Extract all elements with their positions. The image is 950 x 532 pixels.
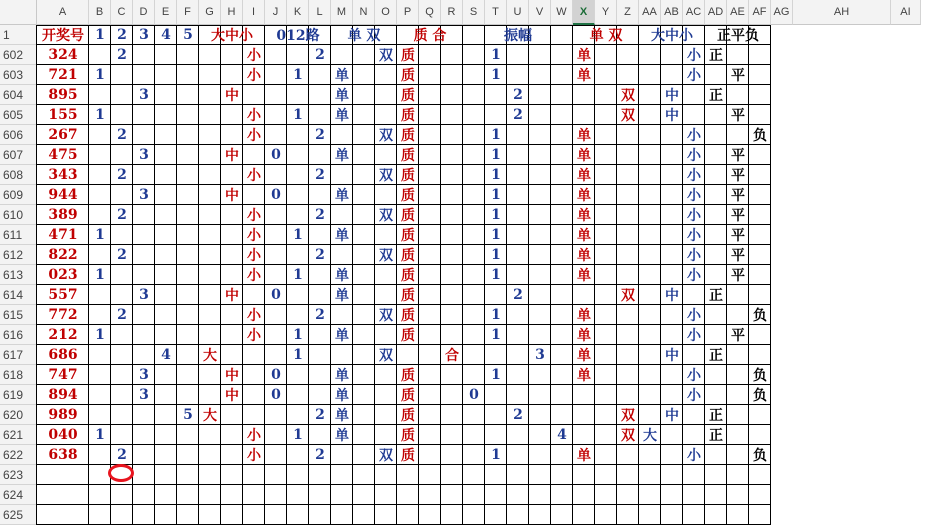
column-header-f[interactable]: F: [177, 0, 199, 25]
cell-a-618[interactable]: 747: [48, 367, 78, 383]
cell-t-611[interactable]: 1: [491, 227, 501, 243]
row-header-611[interactable]: 611: [0, 225, 37, 245]
grid-vline: [198, 25, 199, 525]
column-header-i[interactable]: I: [243, 0, 265, 25]
cell-o-606[interactable]: 双: [379, 128, 393, 144]
cell-af-622[interactable]: 负: [753, 448, 767, 464]
cell-c-606[interactable]: 2: [117, 127, 127, 143]
cell-ac-611[interactable]: 小: [687, 228, 701, 244]
cell-w-621[interactable]: 4: [557, 427, 567, 443]
cell-k-616[interactable]: 1: [293, 327, 303, 343]
column-header-ad[interactable]: AD: [705, 0, 727, 25]
cell-ac-602[interactable]: 小: [687, 48, 701, 64]
column-header-ah[interactable]: AH: [793, 0, 891, 25]
cell-ac-612[interactable]: 小: [687, 248, 701, 264]
cell-c-610[interactable]: 2: [117, 207, 127, 223]
cell-a-609[interactable]: 944: [48, 187, 78, 203]
cell-p-611[interactable]: 质: [401, 228, 415, 244]
cell-t-610[interactable]: 1: [491, 207, 501, 223]
cell-p-619[interactable]: 质: [401, 388, 415, 404]
cell-ae-613[interactable]: 平: [731, 268, 745, 284]
column-header-w[interactable]: W: [551, 0, 573, 25]
grid-vline: [550, 25, 551, 525]
cell-t-622[interactable]: 1: [491, 447, 501, 463]
cell-m-618[interactable]: 单: [335, 368, 349, 384]
column-header-e[interactable]: E: [155, 0, 177, 25]
cell-p-603[interactable]: 质: [401, 68, 415, 84]
cell-k-613[interactable]: 1: [293, 267, 303, 283]
cell-t-603[interactable]: 1: [491, 67, 501, 83]
cell-ae-609[interactable]: 平: [731, 188, 745, 204]
cell-a-602[interactable]: 324: [48, 47, 78, 63]
cell-m-619[interactable]: 单: [335, 388, 349, 404]
cell-h-604[interactable]: 中: [225, 88, 239, 104]
annotation-circle: [108, 464, 134, 482]
header-label-f[interactable]: 5: [183, 27, 193, 43]
cell-m-605[interactable]: 单: [335, 108, 349, 124]
cell-h-618[interactable]: 中: [225, 368, 239, 384]
row-header-1[interactable]: 1: [0, 25, 37, 45]
row-header-621[interactable]: 621: [0, 425, 37, 445]
cell-ae-610[interactable]: 平: [731, 208, 745, 224]
row-header-613[interactable]: 613: [0, 265, 37, 285]
cell-k-603[interactable]: 1: [293, 67, 303, 83]
cell-l-602[interactable]: 2: [315, 47, 325, 63]
cell-p-620[interactable]: 质: [401, 408, 415, 424]
cell-d-614[interactable]: 3: [139, 287, 149, 303]
cell-p-602[interactable]: 质: [401, 48, 415, 64]
cell-ae-612[interactable]: 平: [731, 248, 745, 264]
cell-p-613[interactable]: 质: [401, 268, 415, 284]
cell-p-606[interactable]: 质: [401, 128, 415, 144]
cell-d-619[interactable]: 3: [139, 387, 149, 403]
cell-m-614[interactable]: 单: [335, 288, 349, 304]
cell-t-612[interactable]: 1: [491, 247, 501, 263]
cell-k-605[interactable]: 1: [293, 107, 303, 123]
grid-vline: [176, 25, 177, 525]
cell-s-619[interactable]: 0: [469, 387, 479, 403]
row-header-604[interactable]: 604: [0, 85, 37, 105]
cell-b-613[interactable]: 1: [95, 267, 105, 283]
row-header-612[interactable]: 612: [0, 245, 37, 265]
column-header-p[interactable]: P: [397, 0, 419, 25]
cell-ac-613[interactable]: 小: [687, 268, 701, 284]
cell-p-621[interactable]: 质: [401, 428, 415, 444]
cell-t-618[interactable]: 1: [491, 367, 501, 383]
column-header-m[interactable]: M: [331, 0, 353, 25]
cell-ab-617[interactable]: 中: [665, 348, 679, 364]
cell-t-613[interactable]: 1: [491, 267, 501, 283]
row-header-606[interactable]: 606: [0, 125, 37, 145]
column-header-g[interactable]: G: [199, 0, 221, 25]
cell-ae-611[interactable]: 平: [731, 228, 745, 244]
grid-hline: [37, 524, 771, 525]
cell-o-617[interactable]: 双: [379, 348, 393, 364]
cell-f-620[interactable]: 5: [183, 407, 193, 423]
cell-c-622[interactable]: 2: [117, 447, 127, 463]
cell-m-603[interactable]: 单: [335, 68, 349, 84]
cell-d-604[interactable]: 3: [139, 87, 149, 103]
cell-x-607[interactable]: 单: [577, 148, 591, 164]
header-label-k[interactable]: 012路: [276, 28, 320, 44]
cell-ae-607[interactable]: 平: [731, 148, 745, 164]
cell-b-603[interactable]: 1: [95, 67, 105, 83]
cell-c-602[interactable]: 2: [117, 47, 127, 63]
cell-ab-614[interactable]: 中: [665, 288, 679, 304]
cell-i-603[interactable]: 小: [247, 68, 261, 84]
header-label-ab[interactable]: 大中小: [651, 28, 693, 44]
cell-m-607[interactable]: 单: [335, 148, 349, 164]
cell-af-606[interactable]: 负: [753, 128, 767, 144]
cell-i-602[interactable]: 小: [247, 48, 261, 64]
header-label-ae[interactable]: 正平负: [717, 28, 759, 44]
cell-ad-614[interactable]: 正: [709, 288, 723, 304]
column-header-ae[interactable]: AE: [727, 0, 749, 25]
cell-i-608[interactable]: 小: [247, 168, 261, 184]
row-header-616[interactable]: 616: [0, 325, 37, 345]
cell-m-609[interactable]: 单: [335, 188, 349, 204]
cell-x-611[interactable]: 单: [577, 228, 591, 244]
row-header-605[interactable]: 605: [0, 105, 37, 125]
cell-p-607[interactable]: 质: [401, 148, 415, 164]
cell-u-604[interactable]: 2: [513, 87, 523, 103]
column-header-c[interactable]: C: [111, 0, 133, 25]
cell-z-605[interactable]: 双: [621, 108, 635, 124]
cell-m-616[interactable]: 单: [335, 328, 349, 344]
cell-e-617[interactable]: 4: [161, 347, 171, 363]
cell-g-620[interactable]: 大: [203, 408, 217, 424]
header-label-q[interactable]: 质 合: [413, 28, 447, 44]
cell-u-605[interactable]: 2: [513, 107, 523, 123]
cell-a-621[interactable]: 040: [48, 427, 78, 443]
cell-a-605[interactable]: 155: [48, 107, 78, 123]
cell-u-620[interactable]: 2: [513, 407, 523, 423]
cell-l-615[interactable]: 2: [315, 307, 325, 323]
cell-a-604[interactable]: 895: [48, 87, 78, 103]
cell-i-605[interactable]: 小: [247, 108, 261, 124]
cell-ab-605[interactable]: 中: [665, 108, 679, 124]
cell-l-612[interactable]: 2: [315, 247, 325, 263]
cell-k-617[interactable]: 1: [293, 347, 303, 363]
cell-m-620[interactable]: 单: [335, 408, 349, 424]
cell-x-609[interactable]: 单: [577, 188, 591, 204]
cell-x-610[interactable]: 单: [577, 208, 591, 224]
cell-ad-621[interactable]: 正: [709, 428, 723, 444]
grid-hline: [37, 484, 771, 485]
cell-l-610[interactable]: 2: [315, 207, 325, 223]
cell-b-611[interactable]: 1: [95, 227, 105, 243]
cell-b-605[interactable]: 1: [95, 107, 105, 123]
cell-a-606[interactable]: 267: [48, 127, 78, 143]
row-header-602[interactable]: 602: [0, 45, 37, 65]
cell-a-616[interactable]: 212: [48, 327, 78, 343]
cell-d-609[interactable]: 3: [139, 187, 149, 203]
cell-i-622[interactable]: 小: [247, 448, 261, 464]
cell-a-603[interactable]: 721: [48, 67, 78, 83]
row-header-615[interactable]: 615: [0, 305, 37, 325]
cell-ac-616[interactable]: 小: [687, 328, 701, 344]
column-header-aa[interactable]: AA: [639, 0, 661, 25]
cell-l-620[interactable]: 2: [315, 407, 325, 423]
column-header-x[interactable]: X: [573, 0, 595, 25]
cell-i-610[interactable]: 小: [247, 208, 261, 224]
cell-h-614[interactable]: 中: [225, 288, 239, 304]
cell-x-617[interactable]: 单: [577, 348, 591, 364]
cell-h-619[interactable]: 中: [225, 388, 239, 404]
cell-o-602[interactable]: 双: [379, 48, 393, 64]
cell-x-612[interactable]: 单: [577, 248, 591, 264]
row-header-619[interactable]: 619: [0, 385, 37, 405]
cell-t-608[interactable]: 1: [491, 167, 501, 183]
cell-x-603[interactable]: 单: [577, 68, 591, 84]
header-label-c[interactable]: 2: [117, 27, 127, 43]
column-header-d[interactable]: D: [133, 0, 155, 25]
cell-v-617[interactable]: 3: [535, 347, 545, 363]
cell-m-604[interactable]: 单: [335, 88, 349, 104]
cell-p-616[interactable]: 质: [401, 328, 415, 344]
row-header-603[interactable]: 603: [0, 65, 37, 85]
column-header-b[interactable]: B: [89, 0, 111, 25]
cell-a-608[interactable]: 343: [48, 167, 78, 183]
column-header-o[interactable]: O: [375, 0, 397, 25]
cell-j-614[interactable]: 0: [271, 287, 281, 303]
column-header-u[interactable]: U: [507, 0, 529, 25]
cell-x-616[interactable]: 单: [577, 328, 591, 344]
row-header-624[interactable]: 624: [0, 485, 37, 505]
cell-ad-617[interactable]: 正: [709, 348, 723, 364]
cell-o-615[interactable]: 双: [379, 308, 393, 324]
cell-p-604[interactable]: 质: [401, 88, 415, 104]
cell-x-618[interactable]: 单: [577, 368, 591, 384]
column-header-z[interactable]: Z: [617, 0, 639, 25]
row-header-608[interactable]: 608: [0, 165, 37, 185]
cell-z-614[interactable]: 双: [621, 288, 635, 304]
cell-u-614[interactable]: 2: [513, 287, 523, 303]
cell-d-607[interactable]: 3: [139, 147, 149, 163]
header-label-a[interactable]: 开奖号: [42, 28, 84, 44]
cell-ad-604[interactable]: 正: [709, 88, 723, 104]
cell-t-602[interactable]: 1: [491, 47, 501, 63]
cell-x-608[interactable]: 单: [577, 168, 591, 184]
row-header-607[interactable]: 607: [0, 145, 37, 165]
cell-o-610[interactable]: 双: [379, 208, 393, 224]
row-header-622[interactable]: 622: [0, 445, 37, 465]
cell-x-615[interactable]: 单: [577, 308, 591, 324]
column-header-n[interactable]: N: [353, 0, 375, 25]
cell-af-615[interactable]: 负: [753, 308, 767, 324]
cell-ab-620[interactable]: 中: [665, 408, 679, 424]
cell-ad-620[interactable]: 正: [709, 408, 723, 424]
cell-a-610[interactable]: 389: [48, 207, 78, 223]
cell-ac-607[interactable]: 小: [687, 148, 701, 164]
cell-b-616[interactable]: 1: [95, 327, 105, 343]
cell-i-611[interactable]: 小: [247, 228, 261, 244]
cell-a-622[interactable]: 638: [48, 447, 78, 463]
cell-ae-603[interactable]: 平: [731, 68, 745, 84]
header-label-h[interactable]: 大中小: [211, 28, 253, 44]
cell-p-615[interactable]: 质: [401, 308, 415, 324]
header-label-b[interactable]: 1: [95, 27, 105, 43]
column-header-ab[interactable]: AB: [661, 0, 683, 25]
row-header-625[interactable]: 625: [0, 505, 37, 525]
cell-p-610[interactable]: 质: [401, 208, 415, 224]
cell-i-612[interactable]: 小: [247, 248, 261, 264]
column-header-l[interactable]: L: [309, 0, 331, 25]
column-header-h[interactable]: H: [221, 0, 243, 25]
cell-ab-604[interactable]: 中: [665, 88, 679, 104]
cell-r-617[interactable]: 合: [445, 348, 459, 364]
cell-ac-619[interactable]: 小: [687, 388, 701, 404]
cell-t-615[interactable]: 1: [491, 307, 501, 323]
row-header-609[interactable]: 609: [0, 185, 37, 205]
cell-x-606[interactable]: 单: [577, 128, 591, 144]
cell-ac-609[interactable]: 小: [687, 188, 701, 204]
select-all-corner[interactable]: [0, 0, 37, 25]
cell-z-621[interactable]: 双: [621, 428, 635, 444]
cell-a-611[interactable]: 471: [48, 227, 78, 243]
column-header-t[interactable]: T: [485, 0, 507, 25]
cell-j-609[interactable]: 0: [271, 187, 281, 203]
cell-ac-603[interactable]: 小: [687, 68, 701, 84]
header-label-y[interactable]: 单 双: [589, 28, 623, 44]
row-header-617[interactable]: 617: [0, 345, 37, 365]
cell-l-606[interactable]: 2: [315, 127, 325, 143]
cell-ae-608[interactable]: 平: [731, 168, 745, 184]
cell-a-619[interactable]: 894: [48, 387, 78, 403]
header-label-n[interactable]: 单 双: [347, 28, 381, 44]
cell-a-614[interactable]: 557: [48, 287, 78, 303]
cell-ac-610[interactable]: 小: [687, 208, 701, 224]
header-label-e[interactable]: 4: [161, 27, 171, 43]
grid-hline: [37, 504, 771, 505]
cell-a-617[interactable]: 686: [48, 347, 78, 363]
column-header-ag[interactable]: AG: [771, 0, 793, 25]
header-label-d[interactable]: 3: [139, 27, 149, 43]
cell-i-616[interactable]: 小: [247, 328, 261, 344]
cell-t-607[interactable]: 1: [491, 147, 501, 163]
cell-af-619[interactable]: 负: [753, 388, 767, 404]
cell-a-612[interactable]: 822: [48, 247, 78, 263]
cell-k-611[interactable]: 1: [293, 227, 303, 243]
row-header-623[interactable]: 623: [0, 465, 37, 485]
column-header-r[interactable]: R: [441, 0, 463, 25]
cell-m-613[interactable]: 单: [335, 268, 349, 284]
cell-ad-602[interactable]: 正: [709, 48, 723, 64]
cell-t-609[interactable]: 1: [491, 187, 501, 203]
cell-t-616[interactable]: 1: [491, 327, 501, 343]
cell-l-622[interactable]: 2: [315, 447, 325, 463]
cell-af-618[interactable]: 负: [753, 368, 767, 384]
cell-i-621[interactable]: 小: [247, 428, 261, 444]
cell-p-608[interactable]: 质: [401, 168, 415, 184]
cell-ac-608[interactable]: 小: [687, 168, 701, 184]
cell-p-609[interactable]: 质: [401, 188, 415, 204]
cell-ac-606[interactable]: 小: [687, 128, 701, 144]
cell-m-621[interactable]: 单: [335, 428, 349, 444]
cell-i-615[interactable]: 小: [247, 308, 261, 324]
cell-a-615[interactable]: 772: [48, 307, 78, 323]
cell-t-606[interactable]: 1: [491, 127, 501, 143]
header-label-u[interactable]: 振幅: [504, 28, 532, 44]
cell-m-611[interactable]: 单: [335, 228, 349, 244]
cell-x-602[interactable]: 单: [577, 48, 591, 64]
cell-b-621[interactable]: 1: [95, 427, 105, 443]
cell-o-608[interactable]: 双: [379, 168, 393, 184]
grid-vline: [462, 25, 463, 525]
cell-o-622[interactable]: 双: [379, 448, 393, 464]
cell-z-604[interactable]: 双: [621, 88, 635, 104]
cell-a-613[interactable]: 023: [48, 267, 78, 283]
column-header-ai[interactable]: AI: [891, 0, 921, 25]
cell-p-605[interactable]: 质: [401, 108, 415, 124]
row-header-610[interactable]: 610: [0, 205, 37, 225]
row-header-618[interactable]: 618: [0, 365, 37, 385]
column-header-af[interactable]: AF: [749, 0, 771, 25]
cell-x-613[interactable]: 单: [577, 268, 591, 284]
grid-vline: [440, 25, 441, 525]
column-header-q[interactable]: Q: [419, 0, 441, 25]
cell-c-608[interactable]: 2: [117, 167, 127, 183]
column-header-s[interactable]: S: [463, 0, 485, 25]
cell-x-622[interactable]: 单: [577, 448, 591, 464]
cell-h-609[interactable]: 中: [225, 188, 239, 204]
cell-ae-616[interactable]: 平: [731, 328, 745, 344]
column-header-j[interactable]: J: [265, 0, 287, 25]
cell-p-618[interactable]: 质: [401, 368, 415, 384]
column-header-a[interactable]: A: [37, 0, 89, 25]
column-header-v[interactable]: V: [529, 0, 551, 25]
cell-a-607[interactable]: 475: [48, 147, 78, 163]
cell-c-612[interactable]: 2: [117, 247, 127, 263]
column-header-k[interactable]: K: [287, 0, 309, 25]
cell-g-617[interactable]: 大: [203, 348, 217, 364]
cell-h-607[interactable]: 中: [225, 148, 239, 164]
column-header-y[interactable]: Y: [595, 0, 617, 25]
cell-c-615[interactable]: 2: [117, 307, 127, 323]
cell-j-607[interactable]: 0: [271, 147, 281, 163]
cell-o-612[interactable]: 双: [379, 248, 393, 264]
cell-d-618[interactable]: 3: [139, 367, 149, 383]
cell-p-612[interactable]: 质: [401, 248, 415, 264]
cell-j-618[interactable]: 0: [271, 367, 281, 383]
cell-p-614[interactable]: 质: [401, 288, 415, 304]
cell-ac-622[interactable]: 小: [687, 448, 701, 464]
cell-ac-618[interactable]: 小: [687, 368, 701, 384]
column-header-ac[interactable]: AC: [683, 0, 705, 25]
row-header-620[interactable]: 620: [0, 405, 37, 425]
cell-a-620[interactable]: 989: [48, 407, 78, 423]
cell-z-620[interactable]: 双: [621, 408, 635, 424]
cell-j-619[interactable]: 0: [271, 387, 281, 403]
cell-p-622[interactable]: 质: [401, 448, 415, 464]
cell-k-621[interactable]: 1: [293, 427, 303, 443]
cell-i-613[interactable]: 小: [247, 268, 261, 284]
cell-ac-615[interactable]: 小: [687, 308, 701, 324]
cell-aa-621[interactable]: 大: [643, 428, 657, 444]
cell-ae-605[interactable]: 平: [731, 108, 745, 124]
cell-i-606[interactable]: 小: [247, 128, 261, 144]
row-header-614[interactable]: 614: [0, 285, 37, 305]
cell-l-608[interactable]: 2: [315, 167, 325, 183]
